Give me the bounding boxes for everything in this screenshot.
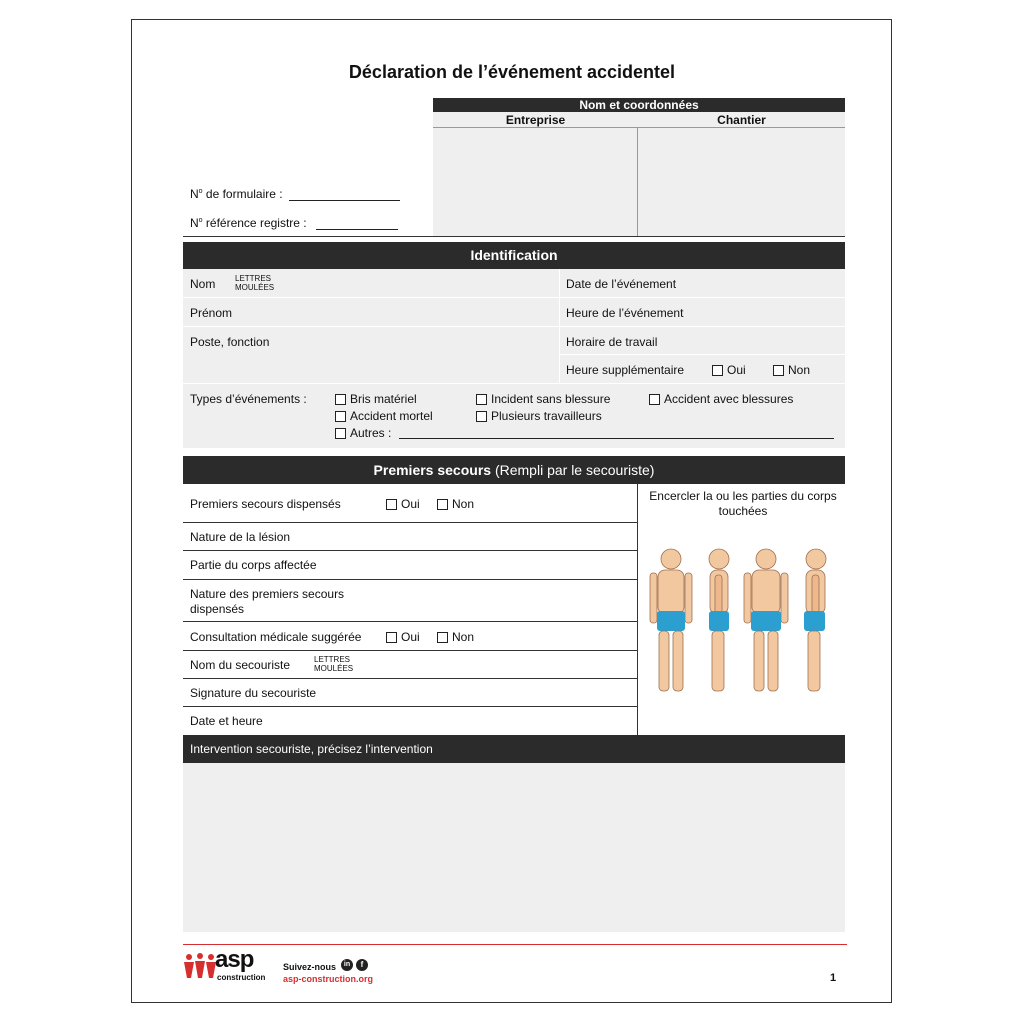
row-divider <box>183 621 637 622</box>
intervention-field[interactable] <box>183 763 845 932</box>
coords-header: Nom et coordonnées <box>433 98 845 112</box>
ref-number-label: $N^o$ référence registre : <box>190 216 307 230</box>
checkbox[interactable] <box>335 394 346 405</box>
row-divider <box>183 326 845 327</box>
horaire-label: Horaire de travail <box>566 335 658 349</box>
heure-sup-label: Heure supplémentaire <box>566 363 685 377</box>
body-back-figure <box>744 549 788 691</box>
coords-col-entreprise: Entreprise <box>505 113 566 127</box>
consultation-label: Consultation médicale suggérée <box>190 630 362 644</box>
heure-sup-oui[interactable]: Oui <box>712 363 746 377</box>
prenom-label: Prénom <box>190 306 233 320</box>
row-divider <box>559 354 845 355</box>
poste-field[interactable] <box>280 328 558 382</box>
type-incident[interactable]: Incident sans blessure <box>476 392 610 406</box>
row-divider <box>183 383 845 384</box>
checkbox[interactable] <box>335 428 346 439</box>
facebook-icon[interactable]: f <box>356 959 368 971</box>
nom-field[interactable] <box>290 270 558 296</box>
intervention-header: Intervention secouriste, précisez l’intervention <box>183 735 845 763</box>
footer-rule <box>183 944 847 945</box>
coords-divider <box>637 128 638 236</box>
form-number-label: $N^o$ de formulaire : <box>190 187 283 201</box>
premiers-secours-header: Premiers secours (Rempli par le secouriste) <box>183 456 845 484</box>
page-number: 1 <box>830 972 837 984</box>
lettres-moulees-note: LETTRES MOULÉES <box>235 274 275 292</box>
row-divider <box>183 550 637 551</box>
types-label: Types d’événements : <box>190 392 307 406</box>
checkbox[interactable] <box>476 411 487 422</box>
secours-dispenses-non[interactable]: Non <box>437 497 474 511</box>
type-mortel[interactable]: Accident mortel <box>335 409 433 423</box>
autres-field[interactable] <box>399 437 834 439</box>
partie-corps-label: Partie du corps affectée <box>190 558 317 572</box>
nature-lesion-label: Nature de la lésion <box>190 530 291 544</box>
linkedin-icon[interactable]: in <box>341 959 353 971</box>
prenom-field[interactable] <box>240 299 558 325</box>
nom-secouriste-label: Nom du secouriste <box>190 658 291 672</box>
heure-evenement-label: Heure de l’événement <box>566 306 684 320</box>
checkbox[interactable] <box>476 394 487 405</box>
form-number-field[interactable] <box>289 199 400 201</box>
follow-label[interactable]: Suivez-nous <box>283 962 337 972</box>
body-instruction: Encercler la ou les parties du corps touchées <box>649 489 837 518</box>
checkbox[interactable] <box>386 499 397 510</box>
type-bris[interactable]: Bris matériel <box>335 392 417 406</box>
consultation-oui[interactable]: Oui <box>386 630 420 644</box>
row-divider <box>183 579 637 580</box>
body-side-figure-right <box>804 549 826 691</box>
row-divider <box>183 297 845 298</box>
coords-area[interactable] <box>433 112 845 236</box>
date-evenement-field[interactable] <box>690 270 844 296</box>
checkbox[interactable] <box>437 632 448 643</box>
row-divider <box>183 678 637 679</box>
body-side-figure <box>709 549 729 691</box>
horaire-field[interactable] <box>670 328 844 353</box>
checkbox[interactable] <box>386 632 397 643</box>
type-plusieurs[interactable]: Plusieurs travailleurs <box>476 409 602 423</box>
col-divider <box>559 269 560 383</box>
checkbox[interactable] <box>649 394 660 405</box>
poste-label: Poste, fonction <box>190 335 270 349</box>
type-autres[interactable]: Autres : <box>335 426 391 440</box>
asp-people-icon <box>183 953 217 979</box>
body-front-figure <box>650 549 692 691</box>
heure-sup-non[interactable]: Non <box>773 363 810 377</box>
signature-label: Signature du secouriste <box>190 686 317 700</box>
secours-dispenses-label: Premiers secours dispensés <box>190 497 341 511</box>
row-divider <box>183 650 637 651</box>
checkbox[interactable] <box>437 499 448 510</box>
page-title: Déclaration de l’événement accidentel <box>348 62 676 82</box>
coords-col-chantier: Chantier <box>717 113 766 127</box>
secours-dispenses-oui[interactable]: Oui <box>386 497 420 511</box>
consultation-non[interactable]: Non <box>437 630 474 644</box>
col-divider <box>637 484 638 735</box>
checkbox[interactable] <box>712 365 723 376</box>
lettres-moulees-note: LETTRES MOULÉES <box>314 655 354 673</box>
body-diagram[interactable] <box>640 545 840 703</box>
type-accident-blessures[interactable]: Accident avec blessures <box>649 392 793 406</box>
row-divider <box>183 522 637 523</box>
date-heure-label: Date et heure <box>190 714 263 728</box>
identification-header: Identification <box>183 242 845 269</box>
nature-secours-label: Nature des premiers secours dispensés <box>190 587 345 616</box>
date-evenement-label: Date de l’événement <box>566 277 677 291</box>
website-link[interactable]: asp-construction.org <box>283 974 374 984</box>
nom-label: Nom <box>190 277 216 291</box>
asp-logo-sub: construction <box>217 973 266 982</box>
checkbox[interactable] <box>335 411 346 422</box>
checkbox[interactable] <box>773 365 784 376</box>
ref-number-field[interactable] <box>316 228 398 230</box>
divider <box>183 236 845 237</box>
asp-logo-text: asp <box>215 946 254 973</box>
row-divider <box>183 706 637 707</box>
heure-evenement-field[interactable] <box>695 299 844 325</box>
